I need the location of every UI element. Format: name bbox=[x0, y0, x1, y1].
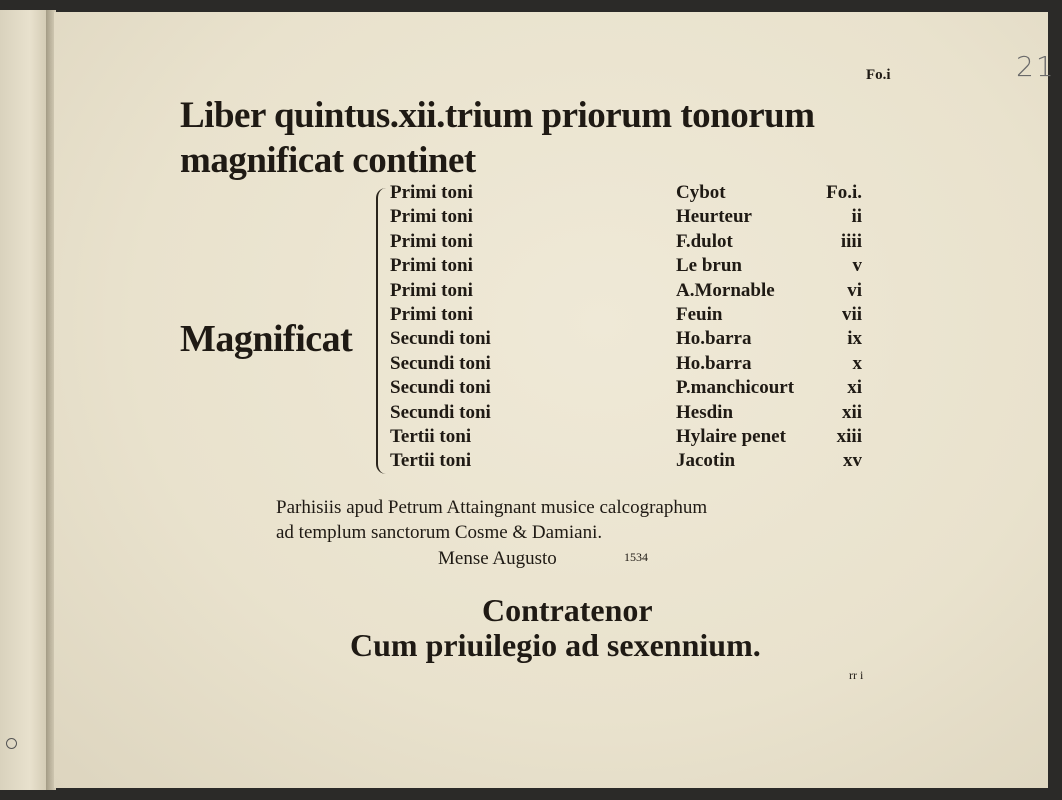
entry-composer: Heurteur bbox=[676, 206, 752, 227]
entry-tone: Primi toni bbox=[390, 206, 473, 227]
brace-bracket bbox=[376, 188, 390, 474]
entry-tone: Secundi toni bbox=[390, 353, 491, 374]
pencil-page-number: 21 bbox=[1016, 50, 1056, 83]
privilege-line: Cum priuilegio ad sexennium. bbox=[350, 627, 761, 663]
entry-folio: ii bbox=[851, 206, 862, 227]
entry-tone: Primi toni bbox=[390, 255, 473, 276]
entry-tone: Tertii toni bbox=[390, 450, 472, 471]
document-page bbox=[54, 12, 1056, 788]
facing-page-edge bbox=[0, 10, 50, 790]
folio-number: Fo.i bbox=[866, 67, 891, 83]
entry-folio: xii bbox=[841, 402, 862, 423]
entry-composer: Feuin bbox=[676, 304, 723, 325]
title-line-1: Liber quintus.xii.trium priorum tonorum bbox=[180, 95, 815, 136]
entry-folio: x bbox=[852, 353, 862, 374]
entry-composer: Le brun bbox=[676, 255, 742, 276]
entry-composer: Ho.barra bbox=[676, 328, 752, 349]
entry-composer: A.Mornable bbox=[676, 280, 775, 301]
entry-tone: Tertii toni bbox=[390, 426, 472, 447]
entry-folio: v bbox=[852, 255, 862, 276]
imprint-line-3: Mense Augusto bbox=[438, 548, 557, 569]
entry-composer: Ho.barra bbox=[676, 353, 752, 374]
entry-composer: Cybot bbox=[676, 182, 726, 203]
entry-composer: F.dulot bbox=[676, 231, 733, 252]
entry-folio: vii bbox=[841, 304, 862, 325]
entry-tone: Primi toni bbox=[390, 304, 473, 325]
entry-composer: Hesdin bbox=[676, 402, 734, 423]
magnificat-label: Magnificat bbox=[180, 318, 353, 360]
imprint-year: 1534 bbox=[624, 550, 648, 564]
entry-folio: vi bbox=[847, 280, 862, 301]
entry-folio: Fo.i. bbox=[826, 182, 862, 203]
entry-tone: Primi toni bbox=[390, 231, 473, 252]
entry-composer: Jacotin bbox=[676, 450, 736, 471]
entry-folio: xi bbox=[847, 377, 862, 398]
margin-mark-icon bbox=[6, 738, 17, 749]
entry-composer: Hylaire penet bbox=[676, 426, 786, 447]
entry-folio: ix bbox=[847, 328, 862, 349]
entry-folio: xv bbox=[843, 450, 862, 471]
entry-tone: Secundi toni bbox=[390, 377, 491, 398]
voice-part-title: Contratenor bbox=[482, 592, 653, 628]
entry-tone: Primi toni bbox=[390, 182, 473, 203]
title-line-2: magnificat continet bbox=[180, 140, 476, 181]
entry-tone: Secundi toni bbox=[390, 328, 491, 349]
entry-tone: Secundi toni bbox=[390, 402, 491, 423]
entry-folio: iiii bbox=[840, 231, 862, 252]
signature-mark: rr i bbox=[849, 668, 864, 682]
entry-folio: xiii bbox=[836, 426, 862, 447]
entry-composer: P.manchicourt bbox=[676, 377, 795, 398]
entry-tone: Primi toni bbox=[390, 280, 473, 301]
imprint-line-2: ad templum sanctorum Cosme & Damiani. bbox=[276, 522, 603, 543]
imprint-line-1: Parhisiis apud Petrum Attaingnant musice calcographum bbox=[276, 497, 708, 518]
